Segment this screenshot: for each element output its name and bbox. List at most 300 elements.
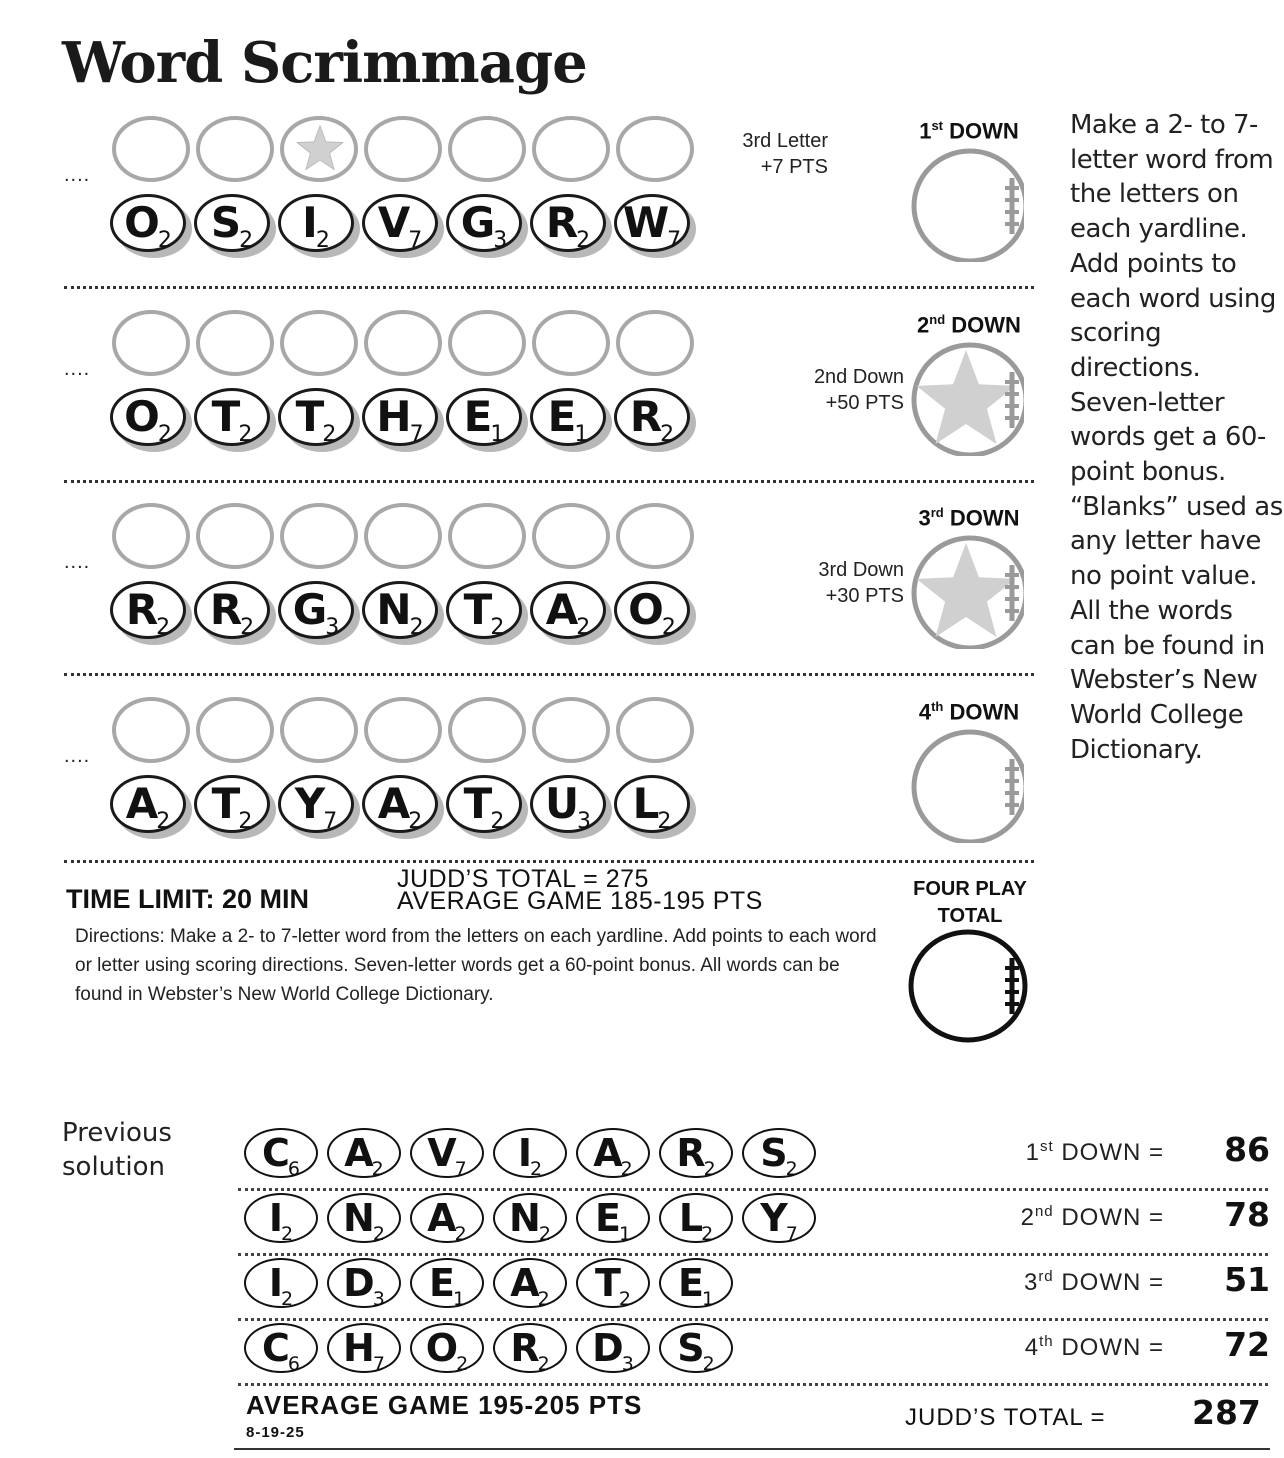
tile-letter-value: 2 <box>322 422 337 447</box>
solution-tile-value: 2 <box>537 1288 550 1310</box>
tile-letter <box>278 585 354 643</box>
tile-letter-value: 7 <box>408 228 423 253</box>
solution-tile-char: L <box>678 1196 702 1240</box>
answer-blank[interactable] <box>616 116 694 182</box>
solution-tile-letter <box>412 1260 482 1313</box>
bonus-rule-label: 3rd Letter <box>742 130 828 152</box>
tile-letter-char: S <box>210 198 240 247</box>
solution-letter-tile <box>327 1193 401 1243</box>
solution-tile-char: N <box>509 1196 539 1240</box>
solution-tile-letter <box>661 1260 731 1313</box>
solution-tile-value: 2 <box>701 1223 714 1245</box>
tile-letter <box>614 392 690 450</box>
answer-blank[interactable] <box>532 697 610 763</box>
solution-tile-value: 2 <box>785 1158 798 1180</box>
solution-letter-tile <box>576 1193 650 1243</box>
tile-letter-value: 2 <box>409 615 424 640</box>
solution-tile-letter <box>412 1130 482 1183</box>
bonus-rule-points: +7 PTS <box>760 156 828 178</box>
four-play-total-football-icon[interactable] <box>906 928 1034 1046</box>
tile-letter <box>446 198 522 256</box>
solution-letter-tile <box>576 1323 650 1373</box>
tile-letter-char: O <box>124 198 158 247</box>
answer-blank[interactable] <box>532 503 610 569</box>
solution-tile-char: A <box>344 1131 372 1175</box>
letter-tile[interactable] <box>278 194 354 252</box>
solution-tile-char: R <box>510 1326 538 1370</box>
letter-tile[interactable] <box>194 581 270 639</box>
letter-tile[interactable] <box>362 194 438 252</box>
tile-letter-value: 2 <box>156 809 171 834</box>
tile-letter <box>614 198 690 256</box>
solution-tile-letter <box>329 1130 399 1183</box>
answer-blank[interactable] <box>448 697 526 763</box>
page-title: Word Scrimmage <box>62 30 587 96</box>
solution-divider <box>238 1188 1268 1191</box>
row-ellipsis: .... <box>64 551 91 573</box>
solution-tile-value: 6 <box>287 1158 300 1180</box>
tile-letter-char: L <box>632 779 658 828</box>
answer-blank[interactable] <box>280 697 358 763</box>
down-ordinal: st <box>931 118 944 133</box>
tile-letter-char: T <box>295 392 323 441</box>
answer-blank[interactable] <box>196 503 274 569</box>
tile-letter <box>530 392 606 450</box>
tile-letter-char: R <box>125 585 157 634</box>
solution-tile-char: I <box>268 1196 282 1240</box>
tile-letter-char: T <box>211 779 239 828</box>
previous-label-line1: Previous <box>62 1118 172 1148</box>
solution-tile-value: 2 <box>618 1288 631 1310</box>
down-word: DOWN <box>949 118 1019 144</box>
yardline-divider <box>64 860 1034 863</box>
row-ellipsis: .... <box>64 745 91 767</box>
tile-letter-value: 2 <box>661 615 676 640</box>
solution-letter-tile <box>327 1323 401 1373</box>
solution-down-label <box>960 1138 1164 1167</box>
solution-letter-tile <box>244 1128 318 1178</box>
down-ordinal: nd <box>929 312 946 327</box>
down-label <box>904 118 1034 144</box>
solution-tile-letter <box>329 1260 399 1313</box>
solution-tile-value: 2 <box>371 1158 384 1180</box>
down-number: 3 <box>918 505 931 531</box>
solution-letter-tile <box>576 1128 650 1178</box>
tile-letter <box>446 392 522 450</box>
solution-tile-value: 2 <box>281 1223 294 1245</box>
solution-down-score: 72 <box>1224 1325 1270 1364</box>
solution-letter-tile <box>410 1323 484 1373</box>
tile-letter <box>362 585 438 643</box>
solution-tile-value: 2 <box>530 1158 543 1180</box>
down-score-football-icon[interactable] <box>908 146 1024 262</box>
solution-letter-tile <box>244 1258 318 1308</box>
solution-tile-value: 2 <box>702 1353 715 1375</box>
solution-letter-tile <box>742 1128 816 1178</box>
tile-letter-char: A <box>545 585 577 634</box>
solution-down-label <box>960 1203 1164 1232</box>
answer-blank[interactable] <box>532 310 610 376</box>
solution-tile-value: 1 <box>701 1288 715 1310</box>
row-ellipsis: .... <box>64 164 91 186</box>
solution-letter-tile <box>327 1128 401 1178</box>
answer-blank[interactable] <box>112 310 190 376</box>
solution-divider <box>238 1318 1268 1321</box>
solution-tile-value: 1 <box>618 1223 632 1245</box>
solution-down-score: 86 <box>1224 1130 1270 1169</box>
row-ellipsis: .... <box>64 358 91 380</box>
tile-letter <box>530 585 606 643</box>
letter-tile[interactable] <box>110 388 186 446</box>
tile-letter-char: T <box>463 585 491 634</box>
down-label <box>904 699 1034 725</box>
solution-down-number: 1 <box>1025 1139 1040 1166</box>
solution-letter-tile <box>410 1128 484 1178</box>
solution-tile-letter <box>412 1195 482 1248</box>
tile-letter <box>614 779 690 837</box>
answer-blank[interactable] <box>364 310 442 376</box>
tile-letter-value: 3 <box>493 228 508 253</box>
letter-tile[interactable] <box>614 775 690 833</box>
solution-tile-value: 2 <box>537 1353 550 1375</box>
solution-tile-letter <box>495 1195 565 1248</box>
puzzle-date: 8-19-25 <box>246 1424 305 1441</box>
solution-down-word: DOWN = <box>1061 1139 1164 1166</box>
letter-tile[interactable] <box>278 388 354 446</box>
tile-letter-value: 7 <box>323 809 338 834</box>
solution-letter-tile <box>659 1323 733 1373</box>
four-play-label-line2: TOTAL <box>937 905 1003 927</box>
previous-judds-total-value: 287 <box>1192 1393 1261 1432</box>
solution-tile-value: 2 <box>620 1158 633 1180</box>
solution-tile-letter <box>578 1130 648 1183</box>
letter-tile[interactable] <box>362 388 438 446</box>
tile-letter <box>530 779 606 837</box>
solution-letter-tile <box>659 1193 733 1243</box>
tile-letter <box>530 198 606 256</box>
letter-tile[interactable] <box>110 581 186 639</box>
down-label <box>904 505 1034 531</box>
answer-blank[interactable] <box>112 116 190 182</box>
tile-letter-value: 2 <box>157 422 172 447</box>
solution-tile-letter <box>578 1260 648 1313</box>
tile-letter <box>614 585 690 643</box>
answer-blank[interactable] <box>112 697 190 763</box>
tile-letter-char: O <box>124 392 158 441</box>
judds-total-line: JUDD’S TOTAL = 275 <box>397 865 649 893</box>
solution-tile-char: H <box>343 1326 373 1370</box>
letter-tile[interactable] <box>194 388 270 446</box>
solution-down-ordinal: nd <box>1034 1203 1054 1220</box>
solution-tile-char: V <box>427 1131 455 1175</box>
tile-letter <box>446 779 522 837</box>
four-play-label-line1: FOUR PLAY <box>913 878 1027 900</box>
side-instructions: Make a 2- to 7-letter word from the letters on each yardline. Add points to each word using scoring directions. Seven-letter words get a 60-point bonus. “Blanks” used as any letter have no point value. All the words can be found in Webster’s New World College Dictionary. <box>1070 110 1283 765</box>
tile-letter-char: N <box>376 585 410 634</box>
solution-divider <box>238 1253 1268 1256</box>
tile-letter <box>362 779 438 837</box>
tile-letter-value: 2 <box>315 228 330 253</box>
tile-letter-char: A <box>377 779 409 828</box>
tile-letter-value: 2 <box>660 422 675 447</box>
answer-blank[interactable] <box>448 116 526 182</box>
solution-down-ordinal: th <box>1039 1333 1054 1350</box>
directions-text: Directions: Make a 2- to 7-letter word from the letters on each yardline. Add points to each word or letter using scoring directions. Seven-letter words get a 60-point bonus. All words can be found in Webster’s New World College Dictionary. <box>75 926 877 1005</box>
down-label <box>904 312 1034 338</box>
solution-down-word: DOWN = <box>1061 1269 1164 1296</box>
yardline-divider <box>64 286 1034 289</box>
solution-tile-value: 1 <box>452 1288 466 1310</box>
down-ordinal: rd <box>930 505 944 520</box>
answer-blank[interactable] <box>532 116 610 182</box>
down-number: 1 <box>919 118 932 144</box>
solution-tile-char: D <box>592 1326 622 1370</box>
solution-tile-letter <box>495 1260 565 1313</box>
solution-tile-letter <box>495 1130 565 1183</box>
tile-letter-value: 2 <box>408 809 423 834</box>
solution-tile-char: C <box>262 1326 288 1370</box>
tile-letter-char: A <box>125 779 157 828</box>
solution-letter-tile <box>659 1258 733 1308</box>
tile-letter-char: R <box>545 198 577 247</box>
tile-letter-value: 2 <box>490 809 505 834</box>
tile-letter-value: 2 <box>157 228 172 253</box>
down-score-football-icon[interactable] <box>908 727 1024 843</box>
average-game-line: AVERAGE GAME 185-195 PTS <box>397 887 763 915</box>
down-word: DOWN <box>951 312 1021 338</box>
letter-tile[interactable] <box>530 581 606 639</box>
answer-blank[interactable] <box>364 116 442 182</box>
tile-letter <box>362 198 438 256</box>
answer-blank[interactable] <box>196 697 274 763</box>
answer-blank[interactable] <box>196 310 274 376</box>
down-number: 4 <box>918 699 932 725</box>
tile-letter-value: 2 <box>239 228 254 253</box>
solution-down-word: DOWN = <box>1061 1334 1164 1361</box>
solution-down-number: 3 <box>1023 1269 1039 1296</box>
solution-tile-letter <box>246 1325 316 1378</box>
bonus-rule <box>770 557 904 609</box>
solution-letter-tile <box>493 1323 567 1373</box>
solution-letter-tile <box>659 1128 733 1178</box>
tile-letter <box>362 392 438 450</box>
bottom-rule <box>234 1448 1270 1450</box>
tile-letter-value: 1 <box>574 422 589 447</box>
solution-down-ordinal: rd <box>1038 1268 1054 1285</box>
time-limit: TIME LIMIT: 20 MIN <box>66 884 309 914</box>
down-number: 2 <box>917 312 930 338</box>
solution-tile-char: S <box>760 1131 786 1175</box>
yardline-divider <box>64 480 1034 483</box>
tile-letter-char: T <box>211 392 239 441</box>
answer-blank[interactable] <box>364 697 442 763</box>
solution-letter-tile <box>493 1128 567 1178</box>
letter-tile[interactable] <box>194 194 270 252</box>
solution-letter-tile <box>410 1193 484 1243</box>
tile-letter <box>278 779 354 837</box>
solution-tile-char: Y <box>760 1196 786 1240</box>
tile-letter <box>446 585 522 643</box>
previous-judds-total-label: JUDD’S TOTAL = <box>905 1404 1106 1431</box>
solution-tile-letter <box>246 1260 316 1313</box>
solution-tile-value: 2 <box>372 1223 385 1245</box>
solution-tile-char: R <box>676 1131 704 1175</box>
solution-tile-char: A <box>593 1131 621 1175</box>
bonus-rule-label: 3rd Down <box>818 559 904 581</box>
tile-letter-char: T <box>463 779 491 828</box>
solution-tile-char: D <box>343 1261 373 1305</box>
solution-letter-tile <box>493 1193 567 1243</box>
letter-tile[interactable] <box>362 581 438 639</box>
bonus-rule-points: +50 PTS <box>825 392 904 414</box>
letter-tile[interactable] <box>446 581 522 639</box>
letter-tile[interactable] <box>446 194 522 252</box>
down-ordinal: th <box>931 699 944 714</box>
answer-blank[interactable] <box>280 310 358 376</box>
tile-letter-value: 3 <box>325 615 340 640</box>
letter-tile[interactable] <box>446 775 522 833</box>
letter-tile[interactable] <box>278 581 354 639</box>
solution-tile-char: A <box>510 1261 538 1305</box>
down-score-football-icon[interactable] <box>908 340 1024 456</box>
tile-letter <box>194 392 270 450</box>
answer-blank[interactable] <box>196 116 274 182</box>
down-word: DOWN <box>949 699 1020 725</box>
solution-tile-char: N <box>343 1196 373 1240</box>
tile-letter-value: 2 <box>576 615 591 640</box>
tile-letter <box>110 779 186 837</box>
tile-letter <box>194 585 270 643</box>
tile-letter-value: 7 <box>409 422 424 447</box>
tile-letter-char: G <box>292 585 326 634</box>
solution-tile-letter <box>578 1325 648 1378</box>
answer-blank[interactable] <box>616 503 694 569</box>
answer-blank[interactable] <box>280 503 358 569</box>
tile-letter-value: 3 <box>577 809 592 834</box>
solution-tile-letter <box>329 1195 399 1248</box>
yardline-divider <box>64 673 1034 676</box>
answer-blank[interactable] <box>616 310 694 376</box>
solution-down-label <box>960 1268 1164 1297</box>
tile-letter <box>278 198 354 256</box>
solution-tile-value: 3 <box>372 1288 385 1310</box>
solution-tile-value: 7 <box>372 1353 385 1375</box>
tile-letter-value: 2 <box>657 809 672 834</box>
tile-letter-char: R <box>209 585 241 634</box>
solution-letter-tile <box>327 1258 401 1308</box>
solution-tile-value: 7 <box>454 1158 467 1180</box>
letter-tile[interactable] <box>278 775 354 833</box>
tile-letter-char: H <box>376 392 410 441</box>
answer-blank[interactable] <box>448 503 526 569</box>
letter-tile[interactable] <box>614 388 690 446</box>
solution-divider <box>238 1383 1268 1386</box>
tile-letter-value: 2 <box>156 615 171 640</box>
solution-letter-tile <box>244 1193 318 1243</box>
solution-tile-letter <box>246 1195 316 1248</box>
letter-tile[interactable] <box>614 581 690 639</box>
tile-letter <box>110 198 186 256</box>
solution-tile-value: 6 <box>287 1353 300 1375</box>
solution-tile-value: 2 <box>454 1223 467 1245</box>
judds-total-average <box>397 865 763 915</box>
tile-letter <box>110 392 186 450</box>
solution-tile-char: I <box>268 1261 282 1305</box>
solution-tile-char: E <box>677 1261 702 1305</box>
tile-letter <box>194 198 270 256</box>
solution-tile-letter <box>578 1195 648 1248</box>
tile-letter-char: V <box>377 198 409 247</box>
solution-letter-tile <box>742 1193 816 1243</box>
solution-down-word: DOWN = <box>1061 1204 1164 1231</box>
solution-tile-value: 2 <box>456 1353 469 1375</box>
solution-tile-value: 2 <box>703 1158 716 1180</box>
letter-tile[interactable] <box>110 194 186 252</box>
solution-down-number: 4 <box>1024 1334 1040 1361</box>
tile-letter-char: I <box>302 198 316 247</box>
previous-average-game: AVERAGE GAME 195-205 PTS <box>246 1390 643 1420</box>
solution-tile-char: I <box>517 1131 531 1175</box>
solution-tile-char: O <box>425 1326 457 1370</box>
solution-down-label <box>960 1333 1164 1362</box>
solution-tile-char: T <box>594 1261 619 1305</box>
solution-letter-tile <box>493 1258 567 1308</box>
solution-tile-char: E <box>428 1261 453 1305</box>
tile-letter-value: 2 <box>240 615 255 640</box>
solution-tile-letter <box>661 1130 731 1183</box>
answer-blank[interactable] <box>616 697 694 763</box>
tile-letter-value: 7 <box>667 228 682 253</box>
solution-tile-letter <box>661 1195 731 1248</box>
answer-blank[interactable] <box>448 310 526 376</box>
solution-tile-letter <box>329 1325 399 1378</box>
solution-letter-tile <box>410 1258 484 1308</box>
solution-down-ordinal: st <box>1039 1138 1054 1155</box>
answer-blank[interactable] <box>280 116 358 182</box>
down-score-football-icon[interactable] <box>908 533 1024 649</box>
letter-tile[interactable] <box>446 388 522 446</box>
letter-tile[interactable] <box>194 775 270 833</box>
solution-letter-tile <box>244 1323 318 1373</box>
solution-tile-letter <box>412 1325 482 1378</box>
solution-tile-letter <box>246 1130 316 1183</box>
solution-tile-value: 7 <box>785 1223 798 1245</box>
solution-tile-value: 2 <box>281 1288 294 1310</box>
letter-tile[interactable] <box>614 194 690 252</box>
down-word: DOWN <box>949 505 1020 531</box>
solution-tile-letter <box>661 1325 731 1378</box>
tile-letter <box>278 392 354 450</box>
letter-tile[interactable] <box>110 775 186 833</box>
answer-blank[interactable] <box>112 503 190 569</box>
letter-tile[interactable] <box>530 388 606 446</box>
four-play-total-label <box>905 876 1035 930</box>
solution-tile-value: 2 <box>538 1223 551 1245</box>
answer-blank[interactable] <box>364 503 442 569</box>
tile-letter-char: R <box>629 392 661 441</box>
tile-letter-value: 1 <box>490 422 505 447</box>
tile-letter <box>110 585 186 643</box>
previous-label-line2: solution <box>62 1152 165 1182</box>
letter-tile[interactable] <box>362 775 438 833</box>
tile-letter-value: 2 <box>238 422 253 447</box>
solution-tile-letter <box>744 1195 814 1248</box>
tile-letter-char: W <box>622 198 668 247</box>
tile-letter-value: 2 <box>490 615 505 640</box>
tile-letter <box>194 779 270 837</box>
letter-tile[interactable] <box>530 775 606 833</box>
letter-tile[interactable] <box>530 194 606 252</box>
